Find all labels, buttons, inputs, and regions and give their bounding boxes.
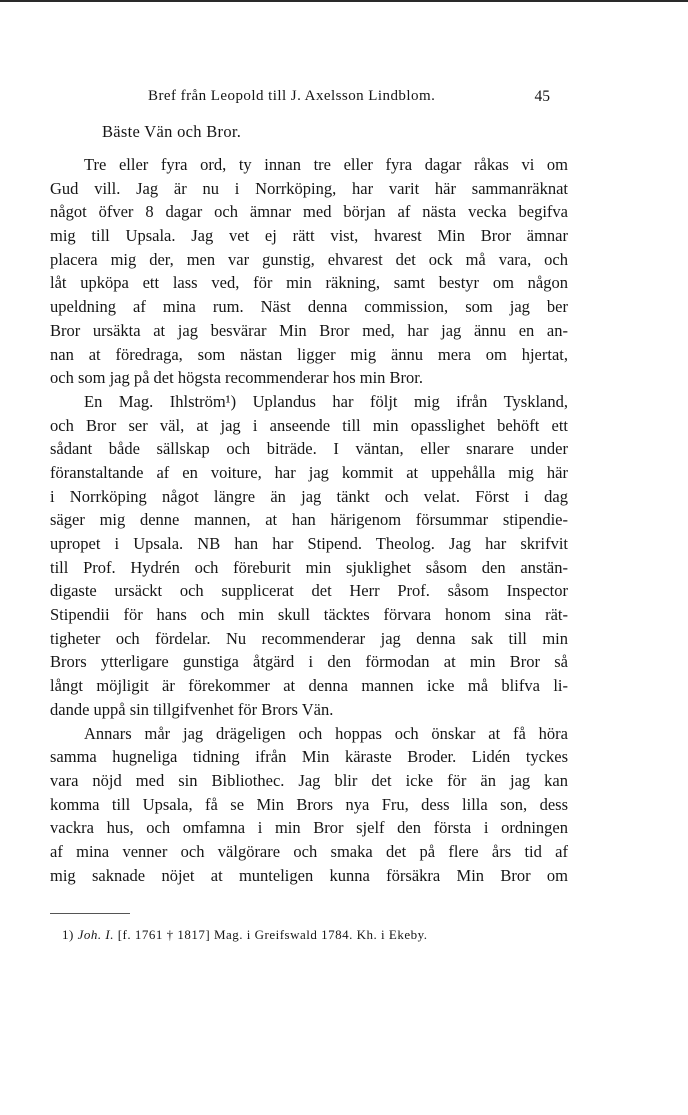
footnote-marker: 1) <box>62 927 74 942</box>
page-number: 45 <box>534 88 550 105</box>
text-line: nan at föredraga, som nästan ligger mig ännu mera om hjertat, <box>50 344 568 364</box>
text-line: digaste ursäckt och supplicerat det Herr Prof. såsom Inspector <box>50 581 568 601</box>
text-line: tigheter och fördelar. Nu recommenderar jag denna sak till min <box>50 628 568 648</box>
text-line: till Prof. Hydrén och föreburit min sjuklighet såsom den anstän- <box>50 557 568 577</box>
text-line: upropet i Upsala. NB han har Stipend. Theolog. Jag har skrifvit <box>50 534 568 553</box>
footnote-name: Joh. I. <box>77 927 114 942</box>
text-line: i Norrköping något längre än jag tänkt och velat. Först i dag <box>50 486 568 506</box>
text-line: sådant både sällskap och biträde. I väntan, eller snarare under <box>50 439 568 459</box>
footnote-text: [f. 1761 † 1817] Mag. i Greifswald 1784. Kh. i Ekeby. <box>117 927 428 942</box>
text-line: Tre eller fyra ord, ty innan tre eller fyra dagar råkas vi om <box>84 155 568 174</box>
text-line: En Mag. Ihlström¹) Uplandus har följt mig ifrån Tyskland, <box>84 391 568 411</box>
text-line: Annars mår jag drägeligen och hoppas och önskar at få höra <box>84 723 568 743</box>
text-line: placera mig der, men var gunstig, ehvarest det ock må vara, och <box>50 249 568 269</box>
text-line: mig saknade nöjet at munteligen kunna försäkra Min Bror om <box>50 865 568 885</box>
footnote-divider <box>50 913 130 914</box>
text-line: vara nöjd med sin Bibliothec. Jag blir det icke för än jag kan <box>50 770 568 790</box>
text-line: mig till Upsala. Jag vet ej rätt vist, hvarest Min Bror ämnar <box>50 226 568 246</box>
running-title: Bref från Leopold till J. Axelsson Lindblom. <box>148 88 436 104</box>
text-line: Stipendii för hans och min skull täcktes förvara honom sina rät- <box>50 605 568 625</box>
text-line: upeldning af mina rum. Näst denna commission, som jag ber <box>50 297 568 317</box>
text-line: föranstaltande af en voiture, har jag kommit at uppehålla mig här <box>50 462 568 482</box>
text-line: vackra hus, och omfamna i min Bror sjelf den första i ordningen <box>50 818 568 838</box>
text-line: af mina venner och välgörare och smaka det på flere års tid af <box>50 841 568 861</box>
footnote <box>62 927 428 943</box>
text-line: Brors ytterligare gunstiga åtgärd i den förmodan at min Bror så <box>50 652 568 672</box>
page-header <box>50 88 550 108</box>
letter-salutation: Bäste Vän och Bror. <box>102 122 242 141</box>
text-line: något öfver 8 dagar och ämnar med början af nästa vecka begifva <box>50 202 568 222</box>
text-line: och som jag på det högsta recommenderar hos min Bror. <box>50 368 423 388</box>
text-line: Bror ursäkta at jag besvärar Min Bror med, har jag ännu en an- <box>50 320 568 340</box>
text-line: låt upköpa ett lass ved, för min räkning, samt bestyr om någon <box>50 273 568 293</box>
text-line: Gud vill. Jag är nu i Norrköping, har varit här sammanräknat <box>50 178 568 198</box>
text-line: samma hugneliga tidning ifrån Min käraste Broder. Lidén tyckes <box>50 747 568 767</box>
text-line: säger mig denne mannen, at han härigenom försummar stipendie- <box>50 510 568 530</box>
text-line: dande uppå sin tillgifvenhet för Brors Vän. <box>50 699 334 719</box>
text-line: långt möjligit är förekommer at denna mannen icke må blifva li- <box>50 676 568 696</box>
text-line: komma till Upsala, få se Min Brors nya Fru, dess lilla son, dess <box>50 794 568 814</box>
text-line: och Bror ser väl, at jag i anseende till min opasslighet behöft ett <box>50 415 568 435</box>
letter-body <box>50 153 568 887</box>
top-border-rule <box>0 0 688 2</box>
